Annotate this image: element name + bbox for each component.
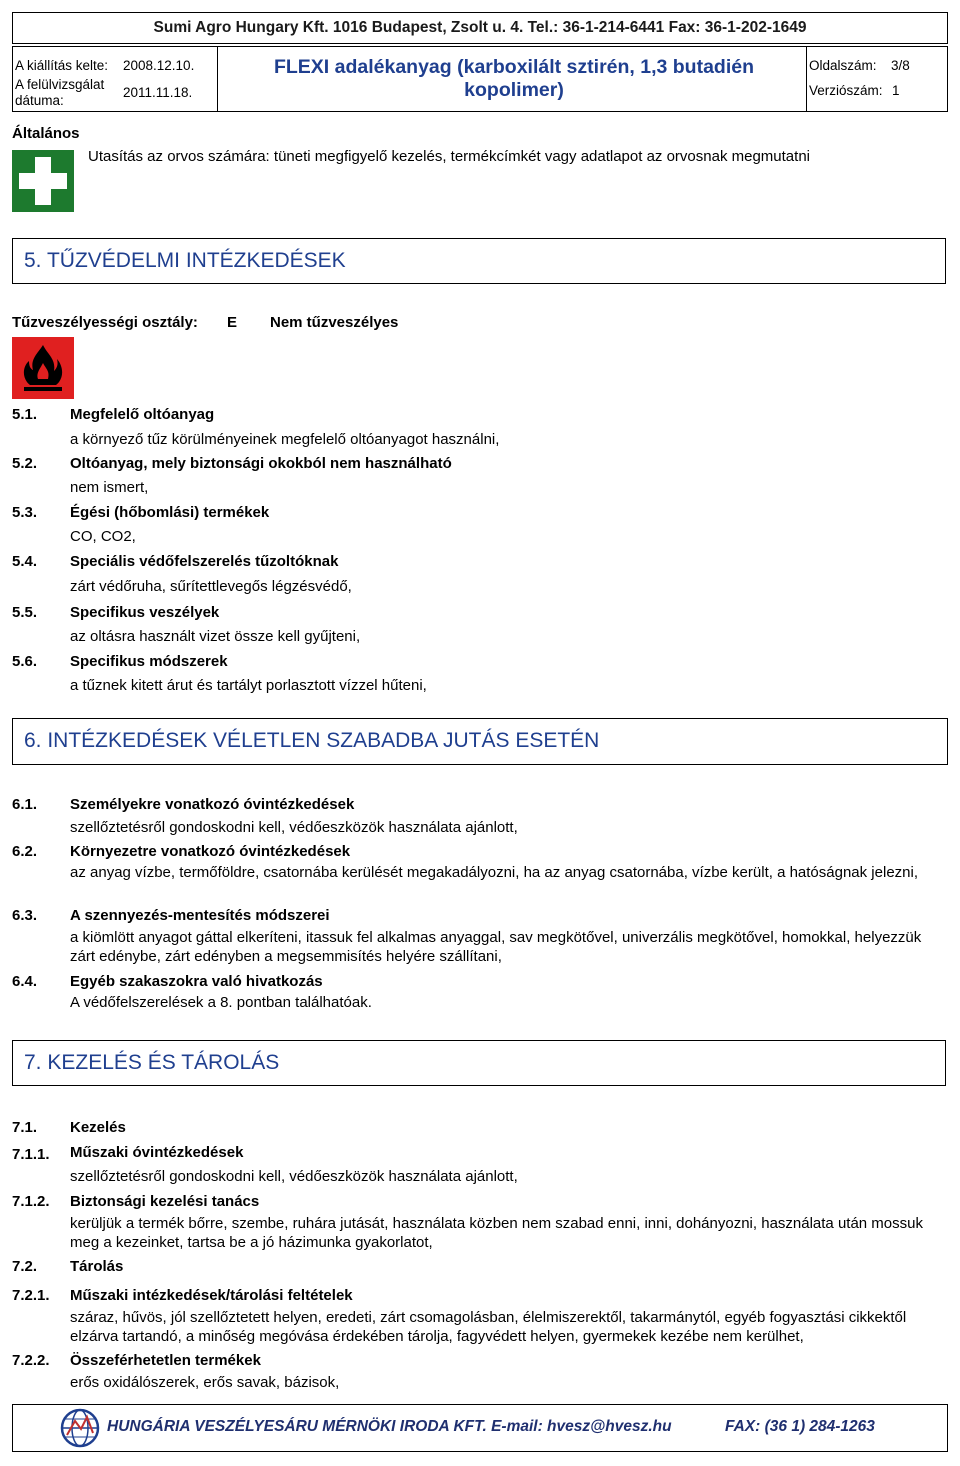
item-heading: Személyekre vonatkozó óvintézkedések [70,796,355,813]
item-heading: Specifikus módszerek [70,653,228,670]
item-number: 6.2. [12,843,38,860]
general-heading: Általános [12,125,80,142]
flammable-flame-icon [12,337,74,399]
item-heading: Egyéb szakaszokra való hivatkozás [70,973,323,990]
company-header: Sumi Agro Hungary Kft. 1016 Budapest, Zsolt u. 4. Tel.: 36-1-214-6441 Fax: 36-1-202-1649 [12,12,948,44]
item-text: szellőztetésről gondoskodni kell, védőeszközök használata ajánlott, [70,1168,518,1185]
item-number: 5.2. [12,455,38,472]
first-aid-cross-icon [12,150,74,212]
item-number: 7.1. [12,1119,38,1136]
item-number: 7.2. [12,1258,38,1275]
item-number: 7.2.2. [12,1352,50,1369]
item-heading: Oltóanyag, mely biztonsági okokból nem használható [70,455,452,472]
item-heading: Speciális védőfelszerelés tűzoltóknak [70,553,339,570]
review-date: 2011.11.18. [123,85,193,100]
item-text: száraz, hűvös, jól szellőztetett helyen, eredeti, zárt csomagolásban, élelmiszerektől, takarmánytól, egyéb fogyasztási cikkektől elzárva tartandó, a minőség megóvása érdekében tárolja, fagyvédett helyen, gyermekek kezébe nem kerülhet, [70,1309,907,1345]
item-number: 5.5. [12,604,38,621]
section-6-title: 6. INTÉZKEDÉSEK VÉLETLEN SZABADBA JUTÁS ESETÉN [12,718,948,765]
globe-logo-icon [59,1407,101,1449]
section-5-title: 5. TŰZVÉDELMI INTÉZKEDÉSEK [12,238,946,284]
item-text: A védőfelszerelések a 8. pontban találhatóak. [70,994,372,1011]
item-number: 5.6. [12,653,38,670]
review-date-label-2: dátuma: [15,93,64,108]
item-text: nem ismert, [70,479,149,496]
document-header [12,46,948,112]
item-number: 5.3. [12,504,38,521]
version-number: 1 [892,83,900,98]
page-number-label: Oldalszám: [809,58,877,73]
item-heading: Kezelés [70,1119,126,1136]
document-title-line-1: FLEXI adalékanyag (karboxilált sztirén, 1,3 butadién [273,56,755,78]
item-heading: Összeférhetetlen termékek [70,1352,261,1369]
footer-company: HUNGÁRIA VESZÉLYESÁRU MÉRNÖKI IRODA KFT. E-mail: hvesz@hvesz.hu [107,1418,672,1435]
item-text: a tűznek kitett árut és tartályt porlasztott vízzel hűteni, [70,677,427,694]
general-text: Utasítás az orvos számára: tüneti megfigyelő kezelés, termékcímkét vagy adatlapot az orvosnak megmutatni [88,148,810,165]
document-title [219,56,809,102]
review-date-label-1: A felülvizsgálat [15,77,105,92]
item-heading: Környezetre vonatkozó óvintézkedések [70,843,351,860]
item-number: 5.1. [12,406,38,423]
item-heading: A szennyezés-mentesítés módszerei [70,907,330,924]
item-number: 7.1.2. [12,1193,50,1210]
footer [12,1404,948,1452]
issue-date-label: A kiállítás kelte: [15,58,109,73]
item-number: 7.2.1. [12,1287,50,1304]
item-heading: Biztonsági kezelési tanács [70,1193,260,1210]
item-heading: Specifikus veszélyek [70,604,220,621]
item-text: szellőztetésről gondoskodni kell, védőeszközök használata ajánlott, [70,819,518,836]
section-7-title: 7. KEZELÉS ÉS TÁROLÁS [12,1040,946,1086]
item-text: kerüljük a termék bőrre, szembe, ruhára jutását, használata közben nem szabad enni, inni, dohányozni, használata után mossuk meg a kezeinket, tartsa be a jó házimunka gyakorlatot, [70,1215,923,1251]
fire-class-label: Tűzveszélyességi osztály: [12,314,198,331]
item-heading: Égési (hőbomlási) termékek [70,504,270,521]
item-heading: Műszaki óvintézkedések [70,1144,244,1161]
item-text: erős oxidálószerek, erős savak, bázisok, [70,1374,340,1391]
fire-class-value: E [227,314,238,331]
footer-fax: FAX: (36 1) 284-1263 [725,1418,875,1435]
item-number: 6.3. [12,907,38,924]
item-text: zárt védőruha, sűrítettlevegős légzésvédő, [70,578,352,595]
item-number: 6.4. [12,973,38,990]
fire-class-desc: Nem tűzveszélyes [270,314,399,331]
issue-date: 2008.12.10. [123,58,195,73]
item-text: az oltásra használt vizet össze kell gyűjteni, [70,628,361,645]
item-text: a környező tűz körülményeinek megfelelő oltóanyagot használni, [70,431,500,448]
item-text: az anyag vízbe, termőföldre, csatornába kerülését megakadályozni, ha az anyag csatornába, vízbe került, a hatóságnak jelezni, [70,864,918,881]
page-number: 3/8 [891,58,910,73]
item-heading: Műszaki intézkedések/tárolási feltételek [70,1287,353,1304]
item-number: 6.1. [12,796,38,813]
version-label: Verziószám: [809,83,883,98]
item-number: 7.1.1. [12,1146,50,1163]
item-text: a kiömlött anyagot gáttal elkeríteni, itassuk fel alkalmas anyaggal, sav megkötővel, univerzális megkötővel, homokkal, helyezzük zárt edénybe, zárt edényben a megsemmisítés helyére szállítani, [70,929,922,965]
item-heading: Megfelelő oltóanyag [70,406,215,423]
item-number: 5.4. [12,553,38,570]
document-title-line-2: kopolimer) [464,79,564,101]
item-heading: Tárolás [70,1258,124,1275]
item-text: CO, CO2, [70,528,136,545]
